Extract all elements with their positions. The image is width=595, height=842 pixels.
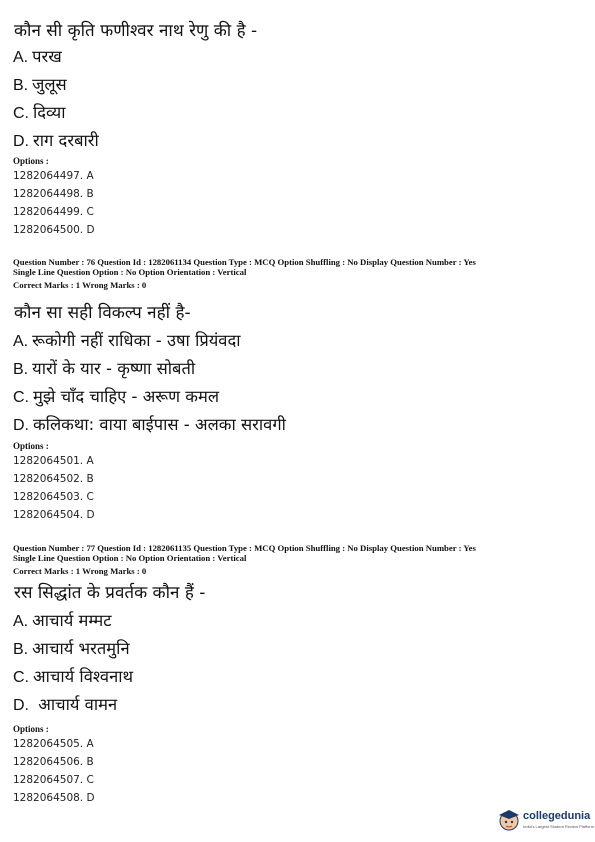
question-75-text: कौन सी कृति फणीश्वर नाथ रेणु की है - (14, 21, 258, 41)
question-76-option-d (13, 414, 286, 437)
option-text: राग दरबारी (33, 131, 99, 150)
option-label: C. (13, 669, 29, 686)
options-heading: Options : (13, 156, 49, 166)
option-text: आचार्य विश्वनाथ (33, 667, 134, 686)
option-id: 1282064508. D (13, 792, 95, 804)
option-label: B. (13, 77, 29, 94)
option-label: D. (13, 697, 29, 714)
option-id: 1282064499. C (13, 206, 94, 218)
option-label: A. (13, 49, 29, 66)
option-label: C. (13, 389, 29, 406)
question-77-text: रस सिद्धांत के प्रवर्तक कौन हैं - (14, 583, 206, 603)
option-text: कलिकथा: वाया बाईपास - अलका सरावगी (33, 415, 286, 434)
question-77-meta-line1: Question Number : 77 Question Id : 1282061135 Question Type : MCQ Option Shuffling : No Display Question Number : Yes (13, 543, 476, 553)
option-text: आचार्य मम्मट (32, 611, 112, 630)
options-heading: Options : (13, 441, 49, 451)
collegedunia-logo (497, 806, 595, 836)
question-76-meta-line2: Single Line Question Option : No Option Orientation : Vertical (13, 267, 247, 277)
option-id: 1282064504. D (13, 509, 95, 521)
option-label: C. (13, 105, 29, 122)
option-label: D. (13, 417, 29, 434)
option-text: परख (32, 47, 62, 66)
option-id: 1282064502. B (13, 473, 94, 485)
question-76-option-c (13, 386, 219, 409)
question-76-option-a (13, 330, 241, 353)
question-77-meta-line2: Single Line Question Option : No Option Orientation : Vertical (13, 553, 247, 563)
option-label: D. (13, 133, 29, 150)
option-label: B. (13, 361, 29, 378)
question-77-option-b (13, 638, 130, 661)
question-75-option-b (13, 74, 67, 97)
question-77-option-a (13, 610, 112, 633)
option-text: दिव्या (33, 103, 66, 122)
question-76-text: कौन सा सही विकल्प नहीं है- (14, 303, 191, 323)
option-id: 1282064500. D (13, 224, 95, 236)
option-id: 1282064498. B (13, 188, 94, 200)
question-77-option-c (13, 666, 133, 689)
question-76-meta-line1: Question Number : 76 Question Id : 1282061134 Question Type : MCQ Option Shuffling : No Display Question Number : Yes (13, 257, 476, 267)
option-id: 1282064507. C (13, 774, 94, 786)
option-id: 1282064503. C (13, 491, 94, 503)
option-id: 1282064505. A (13, 738, 94, 750)
option-text: यारों के यार - कृष्णा सोबती (32, 359, 196, 378)
option-text: मुझे चाँद चाहिए - अरूण कमल (33, 387, 220, 406)
logo-brand-text: collegedunia (523, 810, 591, 822)
option-text: रूकोगी नहीं राधिका - उषा प्रियंवदा (32, 331, 241, 350)
option-id: 1282064501. A (13, 455, 94, 467)
graduate-avatar-icon (497, 808, 521, 832)
option-label: B. (13, 641, 29, 658)
option-label: A. (13, 333, 29, 350)
question-75-option-c (13, 102, 66, 125)
option-text: आचार्य भरतमुनि (32, 639, 130, 658)
question-75-option-d (13, 130, 99, 153)
question-75-option-a (13, 46, 62, 69)
option-text: जुलूस (32, 75, 67, 94)
logo-tagline: India's Largest Student Review Platform (523, 824, 595, 829)
option-id: 1282064497. A (13, 170, 94, 182)
question-77-option-d (13, 694, 117, 717)
question-76-option-b (13, 358, 195, 381)
option-id: 1282064506. B (13, 756, 94, 768)
options-heading: Options : (13, 724, 49, 734)
option-text: आचार्य वामन (33, 695, 118, 714)
option-label: A. (13, 613, 29, 630)
question-76-marks: Correct Marks : 1 Wrong Marks : 0 (13, 280, 147, 290)
question-77-marks: Correct Marks : 1 Wrong Marks : 0 (13, 566, 147, 576)
